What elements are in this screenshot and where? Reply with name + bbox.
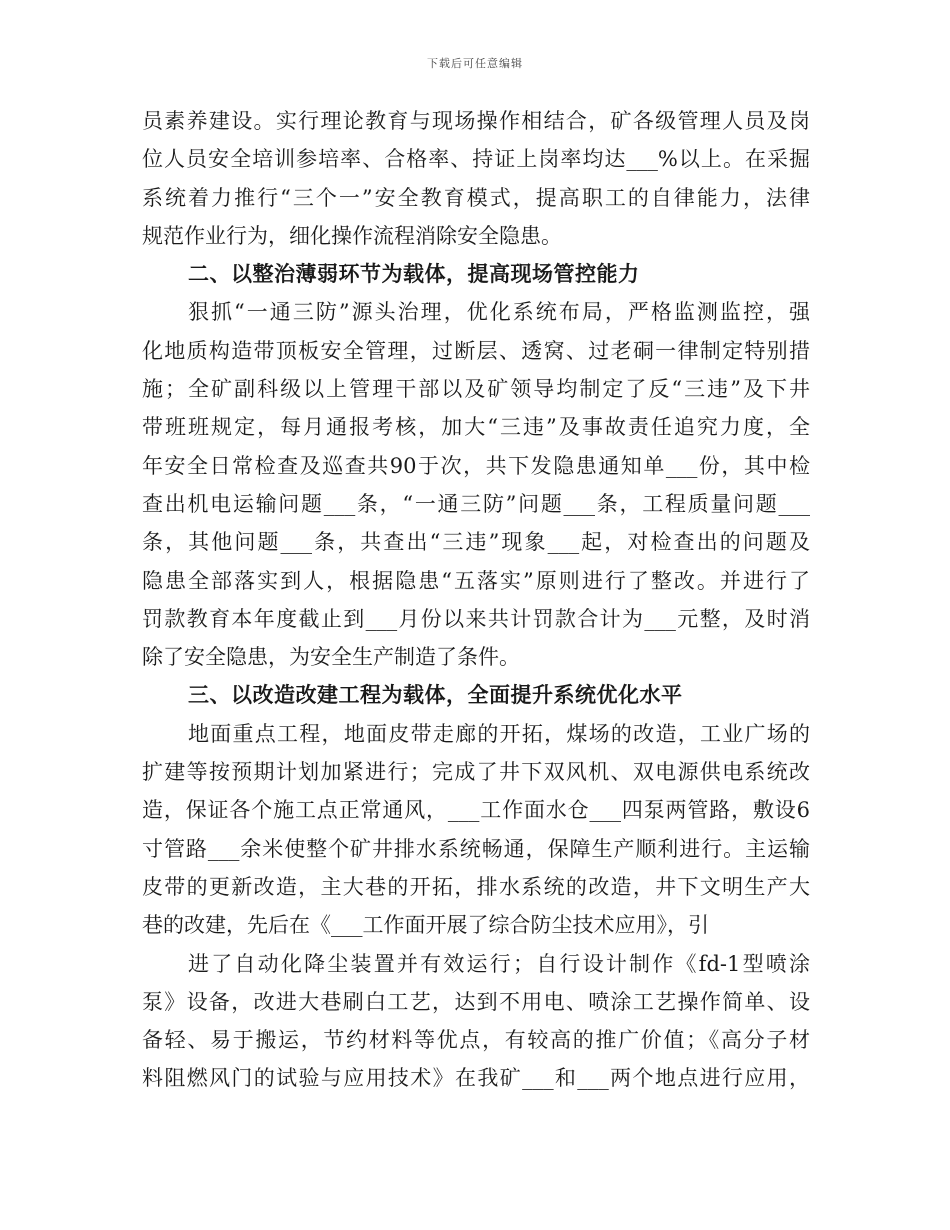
body-line: 规范作业行为，细化操作流程消除安全隐患。 — [142, 223, 562, 248]
body-line: 备轻、易于搬运，节约材料等优点，有较高的推广价值；《高分子材 — [142, 1028, 810, 1053]
body-line: 扩建等按预期计划加紧进行；完成了井下双风机、双电源供电系统改 — [142, 760, 810, 785]
body-line: 条，其他问题___条，共查出“三违”现象___起，对检查出的问题及 — [142, 530, 810, 555]
body-line: 狠抓“一通三防”源头治理，优化系统布局，严格监测监控，强 — [188, 300, 810, 325]
body-line: 查出机电运输问题___条，“一通三防”问题___条，工程质量问题___ — [142, 491, 810, 516]
body-line: 进了自动化降尘装置并有效运行；自行设计制作《fd-1型喷涂 — [188, 951, 810, 976]
body-line: 罚款教育本年度截止到___月份以来共计罚款合计为___元整，及时消 — [142, 606, 810, 631]
body-line: 料阻燃风门的试验与应用技术》在我矿___和___两个地点进行应用， — [142, 1066, 810, 1091]
body-line: 位人员安全培训参培率、合格率、持证上岗率均达___%以上。在采掘 — [142, 147, 810, 172]
page-header: 下载后可任意编辑 — [427, 57, 523, 70]
body-line: 隐患全部落实到人，根据隐患“五落实”原则进行了整改。并进行了 — [142, 568, 810, 593]
section-heading: 二、以整治薄弱环节为载体，提高现场管控能力 — [188, 261, 640, 287]
section-heading: 三、以改造改建工程为载体，全面提升系统优化水平 — [188, 682, 683, 708]
body-line: 带班班规定，每月通报考核，加大“三违”及事故责任追究力度，全 — [142, 415, 810, 440]
body-line: 地面重点工程，地面皮带走廊的开拓，煤场的改造，工业广场的 — [188, 721, 810, 746]
body-line: 巷的改建，先后在《___工作面开展了综合防尘技术应用》，引 — [142, 913, 709, 938]
body-line: 寸管路___余米使整个矿井排水系统畅通，保障生产顺利进行。主运输 — [142, 836, 810, 861]
body-line: 除了安全隐患，为安全生产制造了条件。 — [142, 645, 520, 670]
body-line: 员素养建设。实行理论教育与现场操作相结合，矿各级管理人员及岗 — [142, 109, 810, 133]
body-line: 年安全日常检查及巡查共90于次，共下发隐患通知单___份，其中检 — [142, 453, 810, 478]
body-line: 泵》设备，改进大巷刷白工艺，达到不用电、喷涂工艺操作简单、设 — [142, 989, 810, 1014]
body-line: 造，保证各个施工点正常通风，___工作面水仓___四泵两管路，敷设6 — [142, 798, 810, 823]
document-body — [142, 102, 810, 1098]
body-line: 皮带的更新改造，主大巷的开拓，排水系统的改造，井下文明生产大 — [142, 874, 810, 899]
body-line: 施；全矿副科级以上管理干部以及矿领导均制定了反“三违”及下井 — [142, 377, 810, 402]
body-line: 系统着力推行“三个一”安全教育模式，提高职工的自律能力，法律 — [142, 185, 810, 210]
body-line: 化地质构造带顶板安全管理，过断层、透窝、过老硐一律制定特别措 — [142, 338, 810, 363]
